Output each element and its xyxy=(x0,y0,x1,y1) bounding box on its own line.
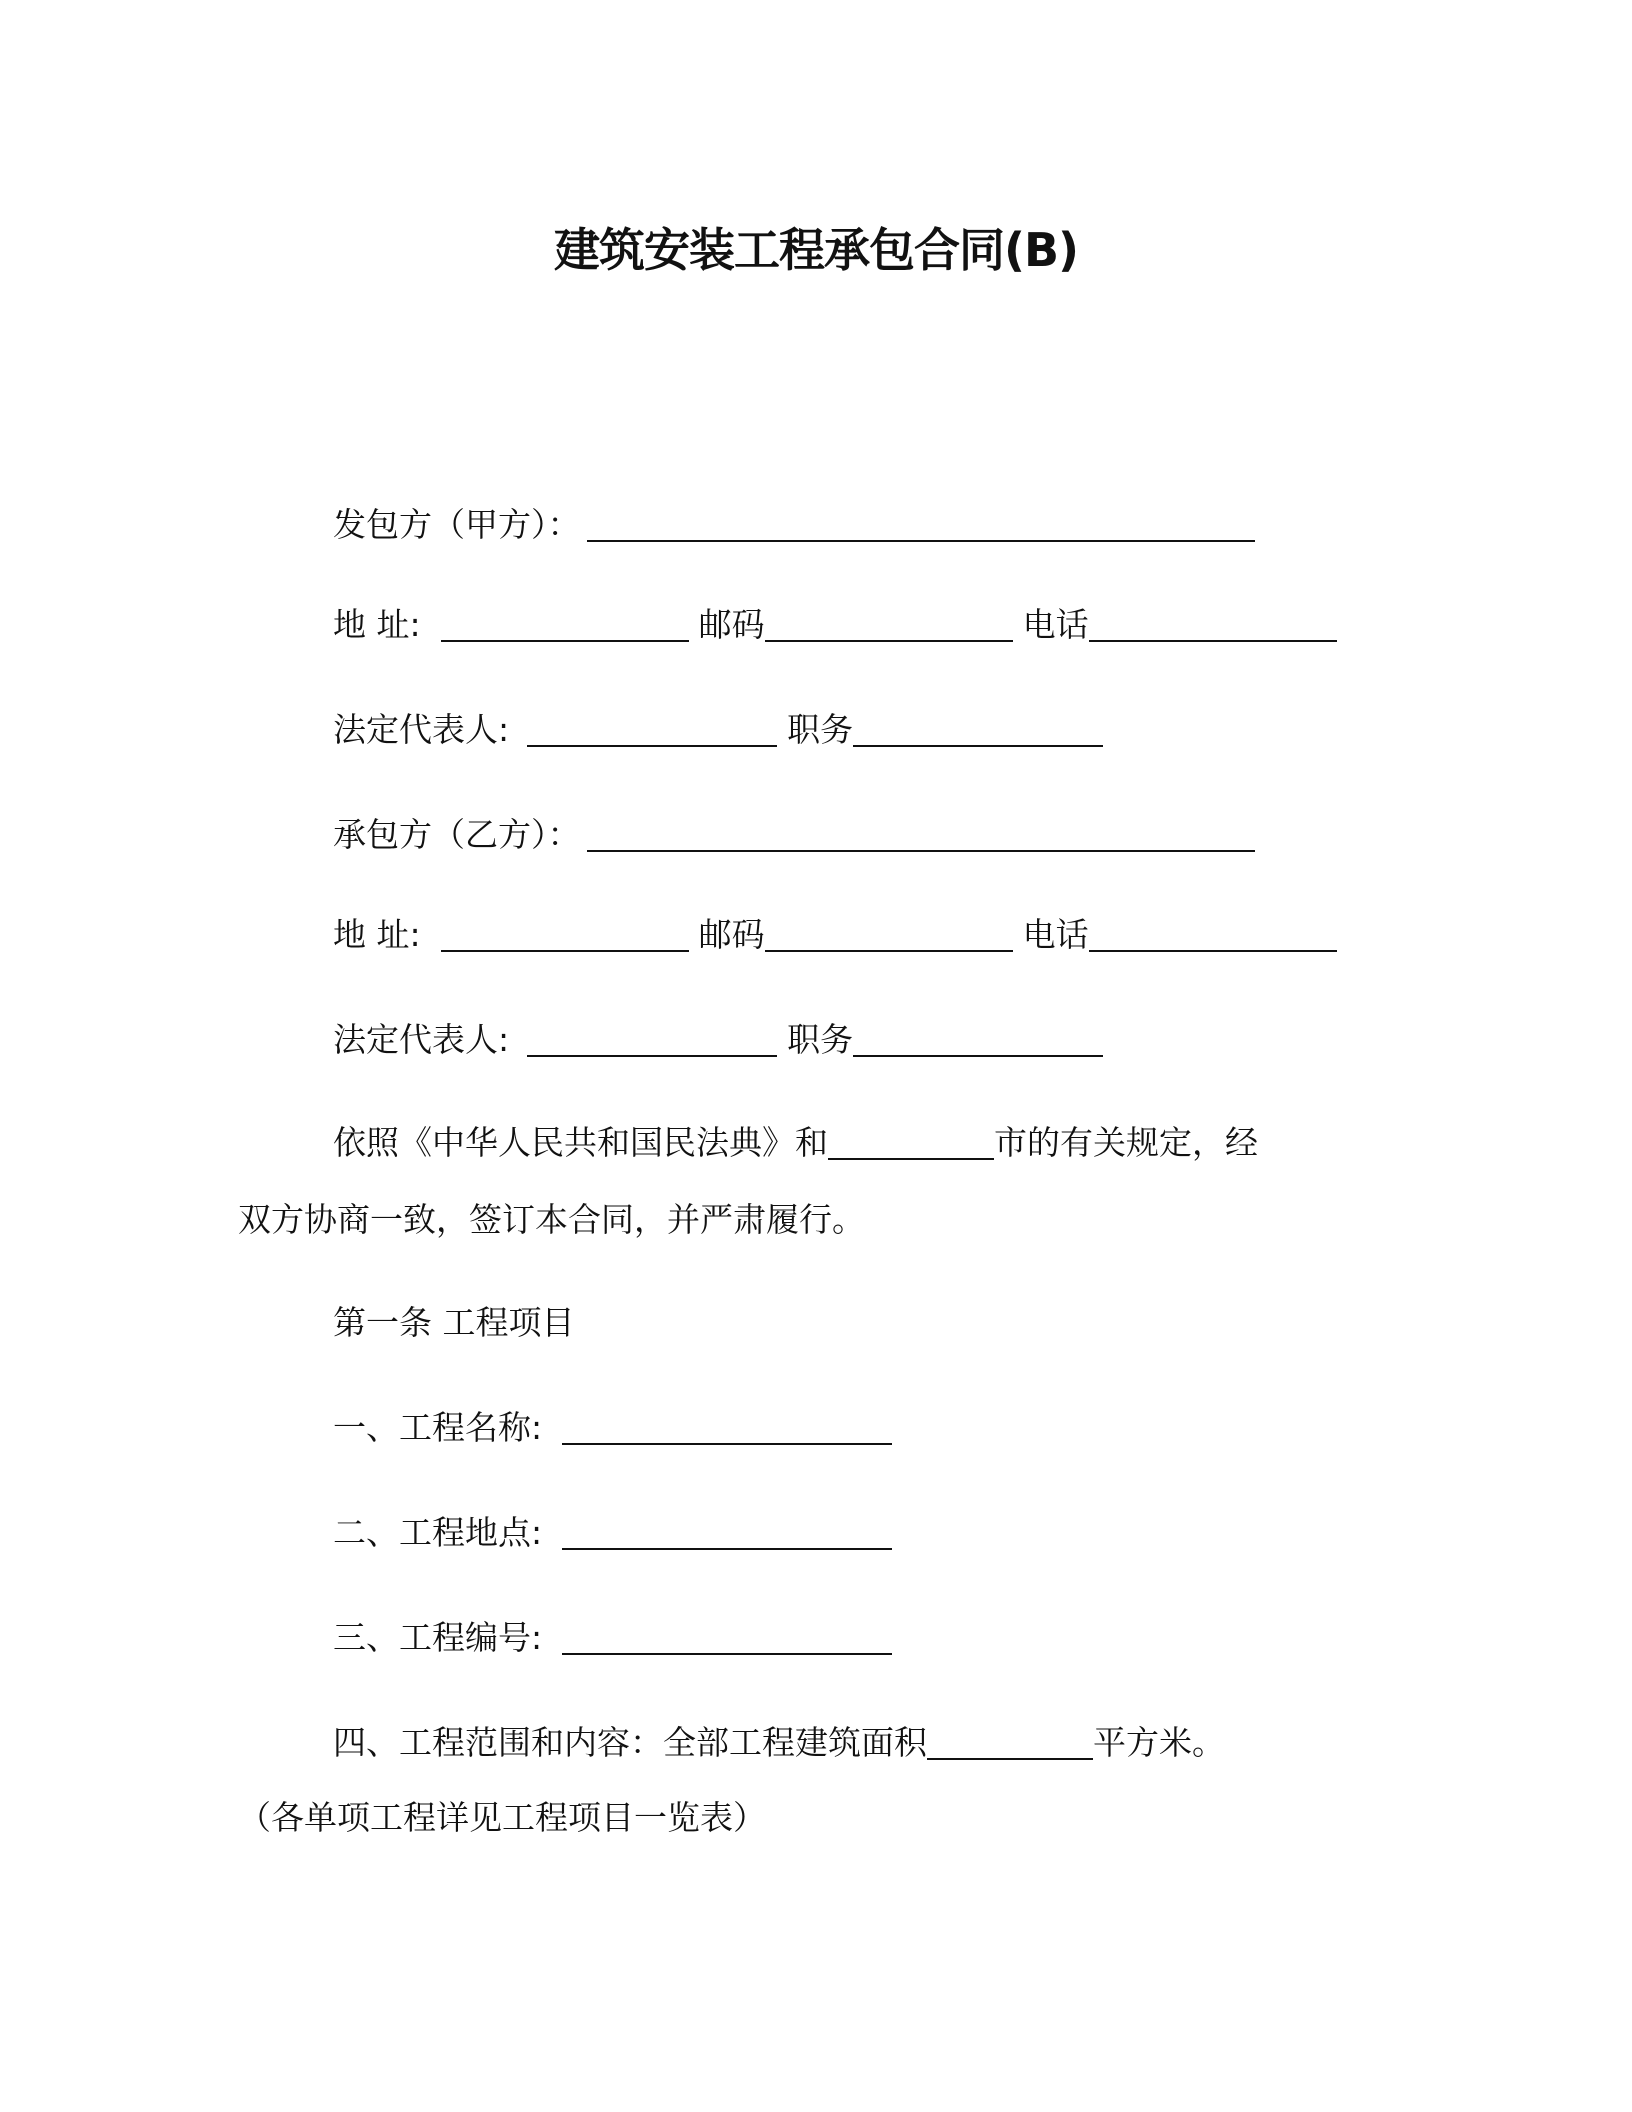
project-number-label: 三、工程编号: xyxy=(333,1618,543,1657)
basis-text-1: 依照《中华人民共和国民法典》和 xyxy=(333,1123,828,1162)
project-name-line xyxy=(333,1405,892,1451)
employer-phone-blank[interactable] xyxy=(1089,606,1337,642)
project-number-line xyxy=(333,1615,892,1661)
position-label: 职务 xyxy=(787,710,854,749)
project-scope-text-1: 四、工程范围和内容：全部工程建筑面积 xyxy=(333,1723,927,1762)
project-scope-note: （各单项工程详见工程项目一览表） xyxy=(238,1798,766,1837)
project-scope-text-2: 平方米。 xyxy=(1093,1723,1225,1762)
project-scope-line xyxy=(333,1720,1225,1766)
phone-label: 电话 xyxy=(1022,915,1089,954)
contractor-blank[interactable] xyxy=(587,816,1255,852)
project-name-label: 一、工程名称: xyxy=(333,1408,543,1447)
project-location-line xyxy=(333,1510,892,1556)
employer-label: 发包方（甲方）： xyxy=(333,505,581,544)
contractor-rep-line xyxy=(333,1017,1103,1063)
city-blank[interactable] xyxy=(828,1124,994,1160)
project-location-label: 二、工程地点: xyxy=(333,1513,543,1552)
legal-rep-label: 法定代表人: xyxy=(333,1020,510,1059)
phone-label: 电话 xyxy=(1022,605,1089,644)
document-title: 建筑安装工程承包合同(B) xyxy=(553,223,1079,277)
basis-continuation: 双方协商一致，签订本合同，并严肃履行。 xyxy=(238,1200,865,1239)
postcode-label: 邮码 xyxy=(698,605,765,644)
contractor-position-blank[interactable] xyxy=(853,1021,1103,1057)
building-area-blank[interactable] xyxy=(927,1724,1093,1760)
employer-position-blank[interactable] xyxy=(853,711,1103,747)
contractor-address-line xyxy=(333,912,1337,958)
legal-rep-label: 法定代表人: xyxy=(333,710,510,749)
employer-postcode-blank[interactable] xyxy=(765,606,1013,642)
contractor-address-blank[interactable] xyxy=(441,916,689,952)
contractor-line xyxy=(333,812,1255,858)
employer-rep-blank[interactable] xyxy=(527,711,777,747)
employer-line xyxy=(333,502,1255,548)
contractor-label: 承包方（乙方）： xyxy=(333,815,581,854)
employer-rep-line xyxy=(333,707,1103,753)
employer-address-line xyxy=(333,602,1337,648)
project-number-blank[interactable] xyxy=(562,1619,892,1655)
contractor-rep-blank[interactable] xyxy=(527,1021,777,1057)
employer-blank[interactable] xyxy=(587,506,1255,542)
position-label: 职务 xyxy=(787,1020,854,1059)
contractor-postcode-blank[interactable] xyxy=(765,916,1013,952)
address-label: 地 址: xyxy=(333,915,421,954)
project-location-blank[interactable] xyxy=(562,1514,892,1550)
basis-text-2: 市的有关规定，经 xyxy=(994,1123,1258,1162)
postcode-label: 邮码 xyxy=(698,915,765,954)
address-label: 地 址: xyxy=(333,605,421,644)
project-name-blank[interactable] xyxy=(562,1409,892,1445)
article-1-heading: 第一条 工程项目 xyxy=(333,1303,575,1342)
employer-address-blank[interactable] xyxy=(441,606,689,642)
contractor-phone-blank[interactable] xyxy=(1089,916,1337,952)
basis-line xyxy=(333,1120,1258,1166)
